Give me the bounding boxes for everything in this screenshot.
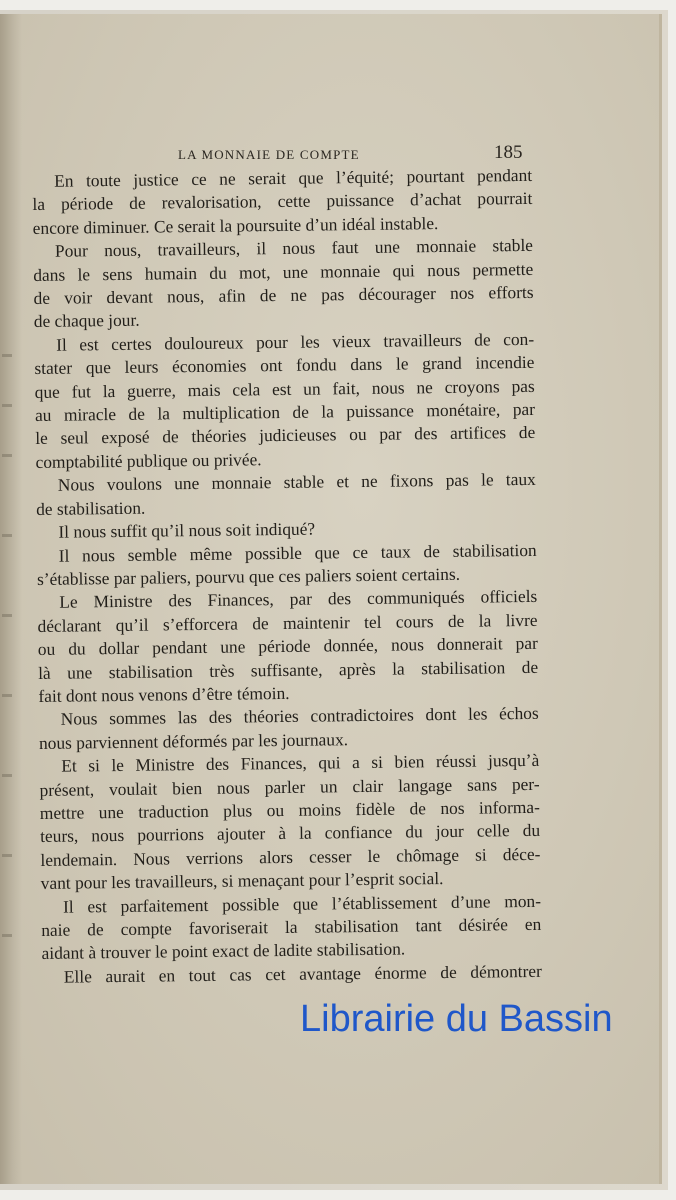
text-line: Il est parfaitement possible que l’établissement d’une mon- [62,890,542,917]
bleed-mark [2,774,12,777]
text-line: déclarant qu’il s’efforcera de maintenir tel cours de la livre [37,609,538,636]
text-line: naie de compte favoriserait la stabilisation tant désirée en [41,913,542,940]
bleed-mark [2,354,12,357]
text-line: Nous sommes las des théories contradictoires dont les échos [60,703,539,730]
bleed-mark [2,404,12,407]
facing-page-edge [0,14,22,1184]
text-line: comptabilité publique ou privée. [35,449,262,472]
text-line: Il nous semble même possible que ce taux de stabilisation [58,539,537,566]
text-line: nous parviennent déformés par les journaux. [38,728,349,753]
bleed-mark [2,934,12,937]
text-line: de voir devant nous, afin de ne pas décourager nos efforts [33,281,534,309]
bleed-mark [2,614,12,617]
text-line: stater que leurs économies ont fondu dans le grand incendie [34,352,535,379]
text-line: la période de revalorisation, cette puissance d’achat pourrait [32,188,533,215]
bleed-mark [2,454,12,457]
text-line: En toute justice ce ne serait que l’équité; pourtant pendant [54,164,533,191]
text-line: le seul exposé de théories judicieuses ou par des artifices de [35,422,536,449]
text-line: dans le sens humain du mot, une monnaie qui nous permette [33,258,534,285]
text-line: Et si le Ministre des Finances, qui a si bien réussi jusqu’à [61,750,540,776]
text-line: Il est certes douloureux pour les vieux travailleurs de con- [56,328,535,355]
bleed-mark [2,694,12,697]
text-line: au miracle de la multiplication de la puissance monétaire, par [34,398,536,426]
text-line: présent, voulait bien nous parler un clair langage sans per- [39,773,540,800]
bleed-mark [2,854,12,857]
text-line: Pour nous, travailleurs, il nous faut une monnaie stable [54,235,534,261]
text-line: fait dont nous venons d’être témoin. [38,682,290,706]
text-line: Le Ministre des Finances, par des communiqués officiels [59,586,538,613]
text-line: Elle aurait en tout cas cet avantage énorme de démontrer [63,960,542,987]
text-line: teurs, nous pourrions ajouter à la confiance du jour celle du [40,820,541,847]
text-line: lendemain. Nous verrions alors cesser le chômage si déce- [40,843,541,870]
text-line: de stabilisation. [36,497,146,519]
body-text [32,164,542,989]
text-line: mettre une traduction plus ou moins fidèle de nos informa- [39,796,540,823]
text-line: aidant à trouver le point exact de ladite stabilisation. [41,938,406,964]
text-line: là une stabilisation très suffisante, après la stabilisation de [38,656,539,683]
bleed-mark [2,534,12,537]
running-head: LA MONNAIE DE COMPTE [178,147,360,162]
text-line: ou du dollar pendant une période donnée, nous donnerait par [37,632,538,660]
watermark: Librairie du Bassin [300,998,613,1040]
text-line: Nous voulons une monnaie stable et ne fixons pas le taux [57,469,536,495]
page-number: 185 [494,142,523,163]
text-line: Il nous suffit qu’il nous soit indiqué? [58,518,316,542]
text-line: vant pour les travailleurs, si menaçant pour l’esprit social. [40,868,444,894]
text-line: encore diminuer. Ce serait la poursuite d’un idéal instable. [32,212,439,238]
text-line: de chaque jour. [33,310,140,332]
text-line: s’établisse par paliers, pourvu que ces paliers soient certains. [36,563,461,589]
text-line: que fut la guerre, mais cela est un fait, nous ne croyons pas [34,375,535,402]
